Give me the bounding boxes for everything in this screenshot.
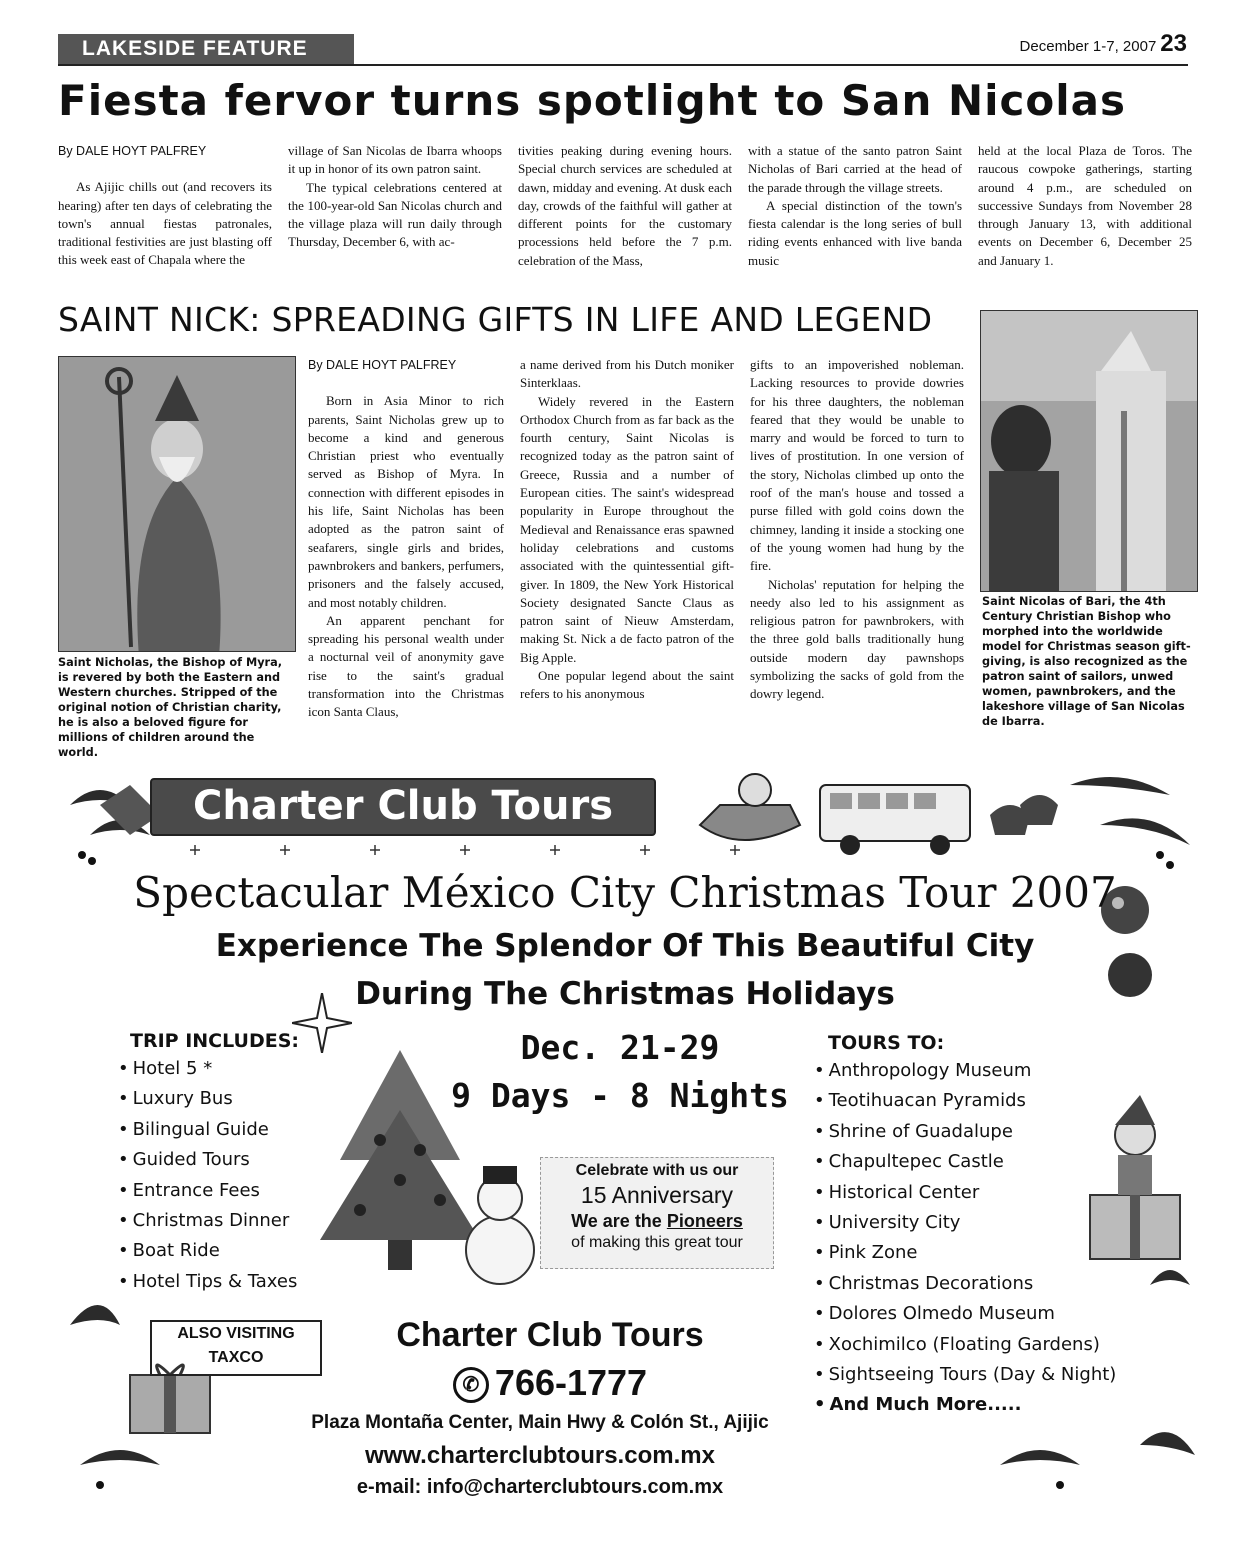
article1-column-1 xyxy=(58,142,272,270)
article2-column-2 xyxy=(520,356,734,704)
list-item: • Luxury Bus xyxy=(118,1084,348,1114)
article1-column-3 xyxy=(518,142,732,270)
sparkle-row-icon xyxy=(180,835,780,865)
section-tag: LAKESIDE FEATURE xyxy=(58,34,354,64)
brand-name: Charter Club Tours xyxy=(396,1316,704,1354)
saint-nicholas-bishop-photo xyxy=(58,356,296,652)
bishop-illustration xyxy=(59,357,295,651)
tour-dates: Dec. 21-29 xyxy=(520,1028,720,1067)
list-item: • Christmas Decorations xyxy=(814,1269,1174,1299)
page-number: 23 xyxy=(1160,30,1187,57)
anniversary-box xyxy=(540,1157,774,1269)
paragraph: As Ajijic chills out (and recovers its hearing) after ten days of celebrating the town's annual fiestas patronales, traditional festivities are just blasting off this week east of Chapala where the xyxy=(58,179,272,268)
paragraph: A special distinction of the town's fiesta calendar is the long series of bull riding events enhanced with live banda music xyxy=(748,197,962,268)
article2-column-1 xyxy=(308,356,504,722)
phone-text: 766-1777 xyxy=(494,1362,648,1403)
also-visiting-city: TAXCO xyxy=(208,1349,264,1366)
list-item: • Christmas Dinner xyxy=(118,1206,348,1236)
paragraph: The typical celebrations centered at the 100-year-old San Nicolas church and the village plaza will run daily through Thursday, December 6, with ac- xyxy=(288,179,502,250)
paragraph: held at the local Plaza de Toros. The raucous cowpoke gatherings, starting around 4 p.m., are scheduled on successive Sundays from November 28 through January 13, with additional events on December 6, December 25 and January 1. xyxy=(978,143,1192,268)
anniversary-line-1: Celebrate with us our xyxy=(575,1162,739,1179)
saint-nicolas-procession-photo xyxy=(980,310,1198,592)
paragraph: a name derived from his Dutch moniker Sinterklaas. xyxy=(520,357,734,391)
list-item: • Entrance Fees xyxy=(118,1176,348,1206)
phone-number xyxy=(420,1362,680,1404)
paragraph: One popular legend about the saint refers to his anonymous xyxy=(520,668,734,702)
list-item: • Hotel Tips & Taxes xyxy=(118,1267,348,1297)
list-item: • Dolores Olmedo Museum xyxy=(814,1299,1174,1329)
list-item: • Pink Zone xyxy=(814,1238,1174,1268)
tour-subtitle-2: During The Christmas Holidays xyxy=(355,976,895,1012)
tours-to-list xyxy=(814,1056,1174,1421)
paragraph: village of San Nicolas de Ibarra whoops it up in honor of its own patron saint. xyxy=(288,143,502,177)
list-item: • Historical Center xyxy=(814,1178,1174,1208)
anniversary-pioneers: Pioneers xyxy=(666,1211,743,1231)
paragraph: An apparent penchant for spreading his personal wealth under a nocturnal veil of anonymity gave rise to the saint's gradual transformation into the Christmas icon Santa Claus, xyxy=(308,612,504,720)
also-visiting-label: ALSO VISITING xyxy=(177,1325,295,1342)
subheadline: SAINT NICK: SPREADING GIFTS IN LIFE AND LEGEND xyxy=(58,300,933,339)
trip-includes-heading: TRIP INCLUDES: xyxy=(130,1030,300,1052)
list-item: • University City xyxy=(814,1208,1174,1238)
phone-icon: ✆ xyxy=(453,1367,489,1403)
list-item: • Teotihuacan Pyramids xyxy=(814,1086,1174,1116)
procession-illustration xyxy=(981,311,1197,591)
list-item: • Guided Tours xyxy=(118,1145,348,1175)
paragraph: with a statue of the santo patron Saint Nicholas of Bari carried at the head of the parade through the village streets. xyxy=(748,143,962,195)
photo-caption-left: Saint Nicholas, the Bishop of Myra, is revered by both the Eastern and Western churches. Stripped of the original notion of Christian charity, he is also a beloved figure for millions of children around the world. xyxy=(58,656,283,759)
address: Plaza Montaña Center, Main Hwy & Colón St., Ajijic xyxy=(311,1412,769,1433)
anniversary-text: We are the xyxy=(571,1211,667,1231)
tour-title: Spectacular México City Christmas Tour 2007 xyxy=(133,868,1117,917)
paragraph: tivities peaking during evening hours. Special church services are scheduled at dawn, midday and evening. At dusk each day, crowds of the faithful will gather at different points for the customary processions held before the 7 p.m. celebration of the Mass, xyxy=(518,143,732,268)
anniversary-line-3 xyxy=(541,1211,773,1232)
list-item: • Bilingual Guide xyxy=(118,1115,348,1145)
list-item: • Boat Ride xyxy=(118,1236,348,1266)
list-item: • Anthropology Museum xyxy=(814,1056,1174,1086)
anniversary-line-2: 15 Anniversary xyxy=(580,1182,734,1208)
photo-caption-right: Saint Nicolas of Bari, the 4th Century Christian Bishop who morphed into the worldwide model for Christmas season gift-giving, is also recognized as the patron saint of sailors, unwed women, pawnbrokers, and the lakeshore village of San Nicolas de Ibarra. xyxy=(982,595,1191,728)
list-item: • Hotel 5 * xyxy=(118,1054,348,1084)
issue-date xyxy=(1020,30,1187,58)
tour-duration: 9 Days - 8 Nights xyxy=(451,1076,789,1115)
also-visiting-box xyxy=(150,1320,322,1376)
list-item: • And Much More..... xyxy=(814,1390,1174,1420)
website-link[interactable]: www.charterclubtours.com.mx xyxy=(365,1442,715,1469)
article1-column-5 xyxy=(978,142,1192,270)
headline: Fiesta fervor turns spotlight to San Nicolas xyxy=(58,76,1127,125)
list-item: • Shrine of Guadalupe xyxy=(814,1117,1174,1147)
tour-subtitle-1: Experience The Splendor Of This Beautiful City xyxy=(215,928,1035,964)
email-link[interactable]: e-mail: info@charterclubtours.com.mx xyxy=(356,1476,724,1498)
paragraph: Widely revered in the Eastern Orthodox Church from as far back as the fourth century, Saint Nicolas is recognized today as the patron saint of Greece, Russia and a number of European cities. The saint's widespread popularity in Europe throughout the Medieval and Renaissance eras spawned holiday celebrations and customs associated with the quintessential gift-giver. In 1809, the New York Historical Society designated Sancte Claus as patron saint of Nieuw Amsterdam, making St. Nick a de facto patron of the Big Apple. xyxy=(520,393,734,665)
paragraph: gifts to an impoverished nobleman. Lacking resources to provide dowries for his three daughters, the nobleman feared that they would be unable to marry and would be forced to turn to lives of prostitution. In one version of the story, Nicholas climbed up onto the roof of the man's house and tossed a purse filled with gold coins down the chimney, landing it inside a stocking one of the young women had hung by the fire. xyxy=(750,357,964,574)
list-item: • Chapultepec Castle xyxy=(814,1147,1174,1177)
list-item: • Xochimilco (Floating Gardens) xyxy=(814,1330,1174,1360)
tours-to-heading: TOURS TO: xyxy=(828,1032,945,1054)
list-item: • Sightseeing Tours (Day & Night) xyxy=(814,1360,1174,1390)
anniversary-line-4: of making this great tour xyxy=(571,1234,743,1251)
snowman-icon xyxy=(455,1160,545,1290)
article1-column-4 xyxy=(748,142,962,270)
byline: By DALE HOYT PALFREY xyxy=(308,358,457,372)
brand-banner: Charter Club Tours xyxy=(150,778,656,836)
trip-includes-list xyxy=(118,1054,348,1297)
header-rule xyxy=(58,64,1188,66)
paragraph: Nicholas' reputation for helping the needy also led to his assignment as religious patron for pawnbrokers, with the three gold balls traditionally hung outside modern day pawnshops symbolizing the sacks of gold from the dowry legend. xyxy=(750,576,964,702)
date-text: December 1-7, 2007 xyxy=(1019,38,1157,55)
article2-column-3 xyxy=(750,356,964,704)
paragraph: Born in Asia Minor to rich parents, Saint Nicholas grew up to become a kind and generous Christian priest who eventually served as Bishop of Myra. In connection with different episodes in his life, Saint Nicholas has been adopted as the patron saint of seafarers, single girls and brides, pawnbrokers and bankers, perfumers, prisoners and the falsely accused, and most notably children. xyxy=(308,393,504,610)
article1-column-2 xyxy=(288,142,502,252)
byline: By DALE HOYT PALFREY xyxy=(58,144,207,158)
